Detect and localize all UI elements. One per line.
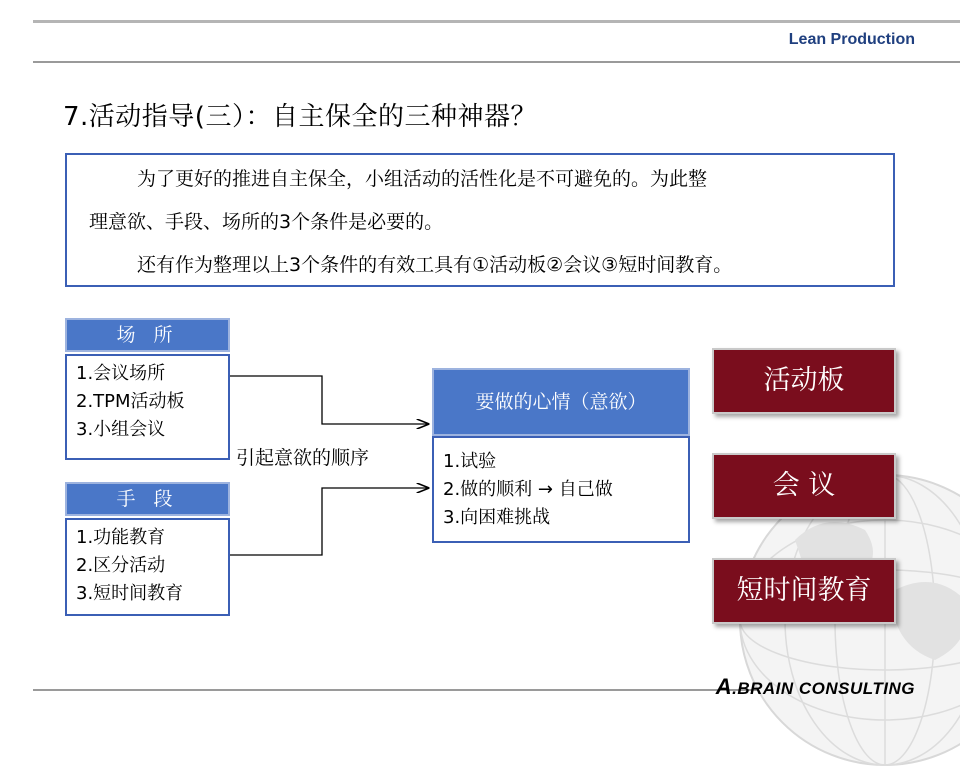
footer-brand-rest: .BRAIN CONSULTING xyxy=(732,679,915,698)
list-item: 3.小组会议 xyxy=(76,419,166,440)
list-item: 3.短时间教育 xyxy=(76,583,184,604)
list-item: 2.区分活动 xyxy=(76,555,166,576)
tool-short-training: 短时间教育 xyxy=(712,558,896,624)
page-title: 7.活动指导(三）：自主保全的三种神器？ xyxy=(63,102,537,132)
intro-line-1: 为了更好的推进自主保全，小组活动的活性化是不可避免的。为此整 xyxy=(137,168,708,190)
intro-line-2: 理意欲、手段、场所的3个条件是必要的。 xyxy=(89,211,444,233)
brand-label: Lean Production xyxy=(788,31,915,48)
motivation-label: 要做的心情（意欲） xyxy=(432,368,690,436)
intro-line-3: 还有作为整理以上3个条件的有效工具有①活动板②会议③短时间教育。 xyxy=(137,254,733,276)
list-item: 1.会议场所 xyxy=(76,363,166,384)
place-list xyxy=(65,354,230,460)
tool-activity-board: 活动板 xyxy=(712,348,896,414)
tool-meeting: 会 议 xyxy=(712,453,896,519)
motivation-list xyxy=(432,436,690,543)
list-item: 3.向困难挑战 xyxy=(443,507,551,528)
footer-brand-initial: A xyxy=(715,674,733,699)
means-label: 手 段 xyxy=(65,482,230,516)
place-label: 场 所 xyxy=(65,318,230,352)
footer-brand xyxy=(716,674,915,700)
list-item: 2.TPM活动板 xyxy=(76,391,185,412)
connector-label: 引起意欲的顺序 xyxy=(236,447,370,469)
list-item: 1.功能教育 xyxy=(76,527,166,548)
list-item: 2.做的顺利 → 自己做 xyxy=(443,479,613,500)
means-list xyxy=(65,518,230,616)
list-item: 1.试验 xyxy=(443,451,497,472)
